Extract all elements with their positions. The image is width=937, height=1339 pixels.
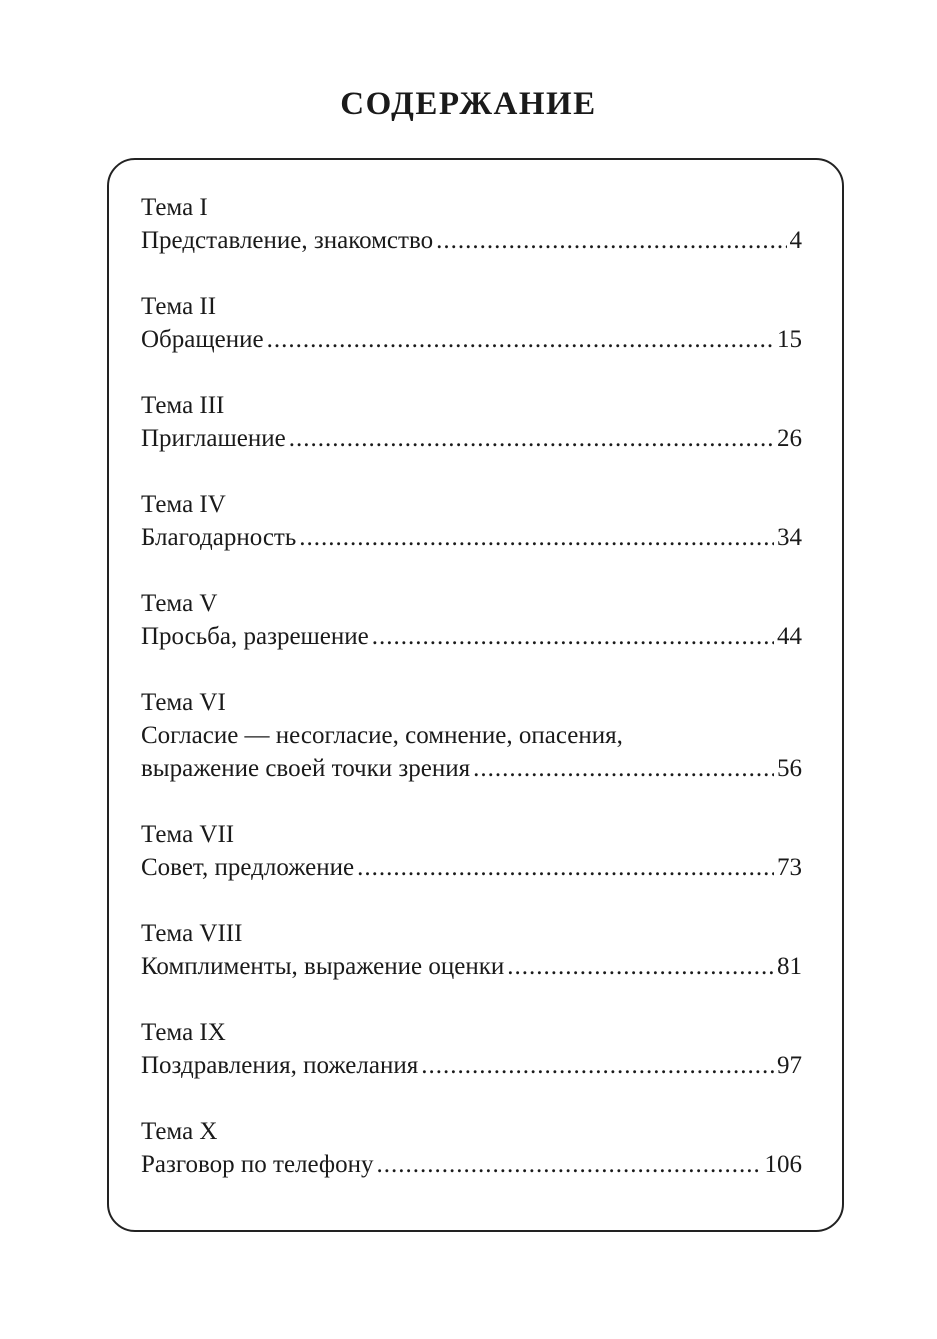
toc-title: Приглашение — [141, 425, 286, 452]
dot-leader — [299, 521, 774, 554]
toc-theme-label: Тема IX — [141, 1019, 226, 1046]
toc-row — [141, 224, 802, 257]
page-number: 44 — [777, 623, 802, 650]
toc-list — [141, 191, 802, 1214]
toc-row — [141, 1049, 802, 1082]
page-number: 26 — [777, 425, 802, 452]
toc-theme-label: Тема III — [141, 392, 225, 419]
toc-row — [141, 950, 802, 983]
page-number: 15 — [777, 326, 802, 353]
toc-entry[interactable] — [141, 686, 802, 785]
page-number: 73 — [777, 854, 802, 881]
toc-title: Благодарность — [141, 524, 297, 551]
page-number: 106 — [764, 1151, 802, 1178]
toc-title: Разговор по телефону — [141, 1151, 374, 1178]
page-title: СОДЕРЖАНИЕ — [340, 86, 597, 122]
toc-title: Представление, знакомство — [141, 227, 434, 254]
dot-leader — [436, 224, 786, 257]
toc-theme-label: Тема VIII — [141, 920, 243, 947]
dot-leader — [357, 851, 774, 884]
toc-title: Комплименты, выражение оценки — [141, 953, 505, 980]
dot-leader — [473, 752, 774, 785]
toc-entry[interactable] — [141, 389, 802, 455]
toc-entry[interactable] — [141, 587, 802, 653]
toc-theme-label: Тема I — [141, 194, 208, 221]
toc-entry[interactable] — [141, 290, 802, 356]
toc-title: Просьба, разрешение — [141, 623, 369, 650]
toc-theme-label: Тема VI — [141, 689, 226, 716]
dot-leader — [289, 422, 774, 455]
page-number: 81 — [777, 953, 802, 980]
toc-row — [141, 1148, 802, 1181]
toc-row — [141, 752, 802, 785]
toc-entry[interactable] — [141, 818, 802, 884]
toc-entry[interactable] — [141, 488, 802, 554]
page-number: 4 — [789, 227, 802, 254]
dot-leader — [421, 1049, 774, 1082]
page-number: 97 — [777, 1052, 802, 1079]
toc-entry[interactable] — [141, 917, 802, 983]
toc-row — [141, 422, 802, 455]
toc-title: Совет, предложение — [141, 854, 355, 881]
toc-entry[interactable] — [141, 191, 802, 257]
page-number: 34 — [777, 524, 802, 551]
dot-leader — [267, 323, 774, 356]
toc-title-line: Согласие — несогласие, сомнение, опасения, — [141, 722, 623, 749]
dot-leader — [507, 950, 774, 983]
toc-theme-label: Тема X — [141, 1118, 218, 1145]
toc-title: Поздравления, пожелания — [141, 1052, 419, 1079]
toc-row — [141, 521, 802, 554]
toc-theme-label: Тема IV — [141, 491, 226, 518]
toc-row — [141, 851, 802, 884]
toc-theme-label: Тема II — [141, 293, 217, 320]
toc-entry[interactable] — [141, 1016, 802, 1082]
toc-theme-label: Тема V — [141, 590, 218, 617]
dot-leader — [377, 1148, 762, 1181]
page-number: 56 — [777, 755, 802, 782]
dot-leader — [372, 620, 774, 653]
toc-theme-label: Тема VII — [141, 821, 235, 848]
toc-row — [141, 323, 802, 356]
toc-entry[interactable] — [141, 1115, 802, 1181]
toc-title: выражение своей точки зрения — [141, 755, 471, 782]
toc-title: Обращение — [141, 326, 264, 353]
toc-row — [141, 620, 802, 653]
